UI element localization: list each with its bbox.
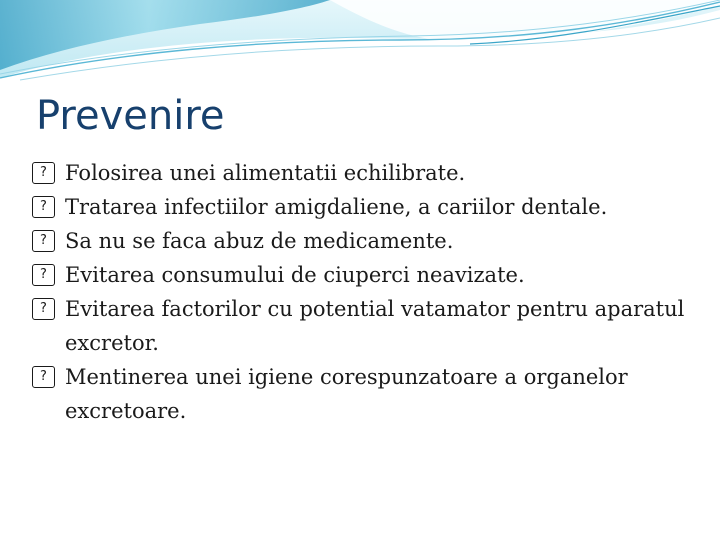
bullet-item [32,258,692,292]
bullet-text: Folosirea unei alimentatii echilibrate. [65,161,466,185]
bullet-item [32,292,692,360]
bullet-text: Sa nu se faca abuz de medicamente. [65,229,454,253]
bullet-item [32,224,692,258]
slide-title: Prevenire [36,93,225,139]
bullet-text: Evitarea factorilor cu potential vatamator pentru aparatul excretor. [65,297,685,355]
bullet-text: Tratarea infectiilor amigdaliene, a cariilor dentale. [65,195,608,219]
bullet-item [32,190,692,224]
bullet-item [32,156,692,190]
bullet-item [32,360,692,428]
missing-glyph-box-icon: ? [32,230,55,252]
bullet-text: Evitarea consumului de ciuperci neavizate. [65,263,525,287]
header-wave-decoration [0,0,720,90]
missing-glyph-box-icon: ? [32,196,55,218]
missing-glyph-box-icon: ? [32,264,55,286]
bullet-list [32,156,692,428]
missing-glyph-box-icon: ? [32,162,55,184]
missing-glyph-box-icon: ? [32,298,55,320]
missing-glyph-box-icon: ? [32,366,55,388]
bullet-text: Mentinerea unei igiene corespunzatoare a organelor excretoare. [65,365,628,423]
